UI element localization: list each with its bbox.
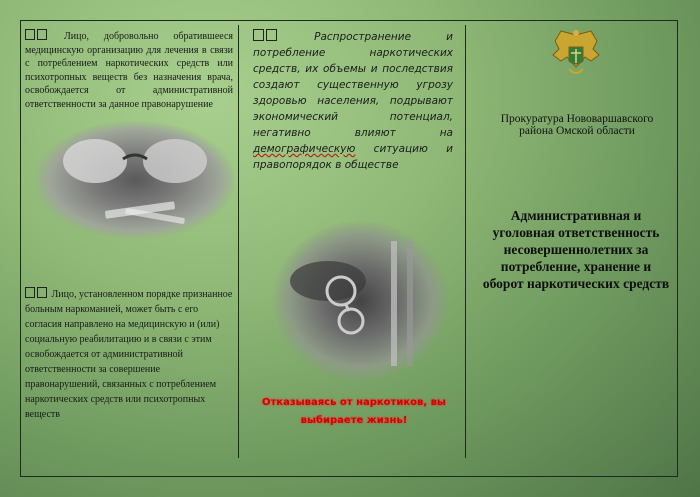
prison-bars-photo	[273, 221, 448, 381]
handcuffs-icon	[35, 121, 235, 239]
bullet-icon	[253, 29, 264, 41]
organization-line-2: района Омской области	[519, 125, 635, 137]
bullet-icon	[37, 287, 47, 298]
middle-column	[253, 29, 453, 173]
left-paragraph-1	[25, 29, 233, 111]
bullet-icon	[25, 29, 35, 40]
column-divider-left	[238, 25, 239, 458]
left-column	[25, 21, 233, 111]
bullet-icon	[37, 29, 47, 40]
bullet-icon	[25, 287, 35, 298]
left-paragraph-2-text: Лицо, установленном порядке признанное больным наркоманией, может быть с его согласия направлено на медицинскую и (или) социальную реабилитацию и в связи с этим освобождается от административной ответственности за совершение правонарушений, связанных с потреблением наркотических средств или психотропных веществ	[25, 289, 233, 420]
slogan	[249, 394, 459, 430]
cuffed-hands-bars-icon	[273, 221, 448, 381]
left-paragraph-2	[25, 287, 233, 422]
organization-name	[487, 113, 667, 137]
prosecutor-emblem-icon	[549, 27, 603, 81]
organization-line-1: Прокуратура Нововаршавского	[500, 113, 654, 125]
left-paragraph-1-text: Лицо, добровольно обратившееся медицинскую организацию для лечения в связи с потреблением наркотических средств или психотропных веществ без назначения врача, освобождается от административной ответственности за данное правонарушение	[25, 31, 233, 110]
column-divider-right	[465, 25, 466, 458]
left-column-lower	[25, 287, 233, 422]
middle-paragraph-end: ситуацию и правопорядок в обществе	[253, 143, 453, 171]
brochure-frame	[20, 20, 678, 477]
middle-paragraph-underlined: демографическую	[253, 143, 356, 155]
slogan-line-1: Отказываясь от наркотиков, вы	[262, 397, 446, 408]
slogan-line-2: выбираете жизнь!	[300, 415, 408, 426]
middle-paragraph-start: Распространение и потребление наркотических средств, их объемы и последствия создают существенную угрозу здоровью населения, подрывают экономический потенциал, негативно влияют на	[253, 31, 453, 139]
middle-paragraph	[253, 29, 453, 173]
handcuffed-hands-photo	[35, 121, 235, 239]
bullet-icon	[266, 29, 277, 41]
brochure-title: Административная и уголовная ответственность несовершеннолетних за потребление, хранение и оборот наркотических средств	[482, 208, 670, 291]
